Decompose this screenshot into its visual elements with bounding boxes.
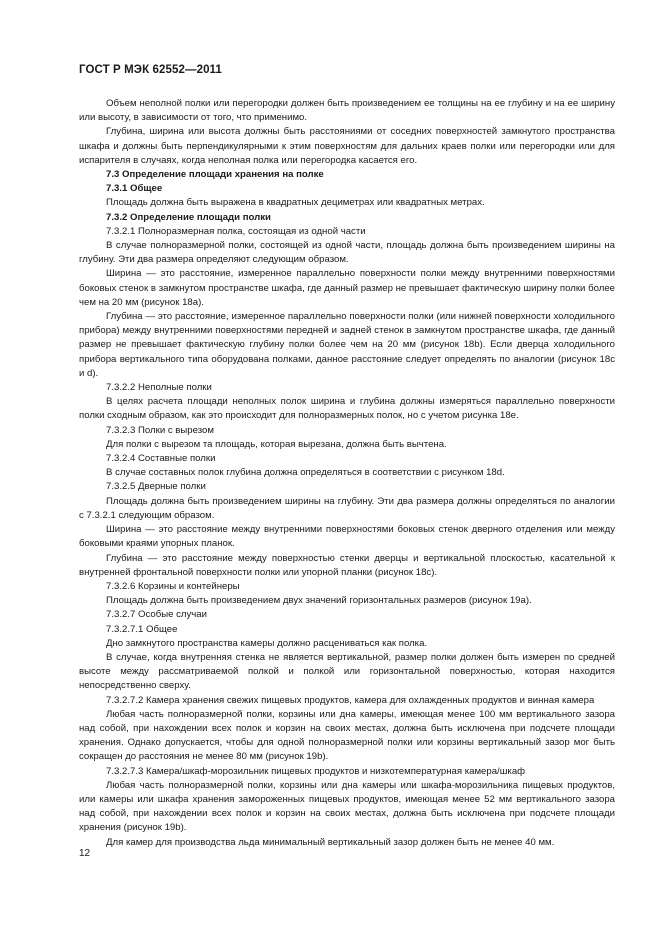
paragraph: Ширина — это расстояние между внутренними поверхностями боковых стенок дверного отделения или между боковыми краями упорных планок. bbox=[79, 524, 615, 550]
paragraph: Дно замкнутого пространства камеры должно расцениваться как полка. bbox=[106, 637, 428, 649]
document-header: ГОСТ Р МЭК 62552—2011 bbox=[79, 64, 222, 76]
subsection-heading: 7.3.2.4 Составные полки bbox=[106, 453, 216, 465]
subsection-heading: 7.3.2.7.2 Камера хранения свежих пищевых продуктов, камера для охлажденных продуктов и винная камера bbox=[106, 694, 595, 706]
paragraph: В случае полноразмерной полки, состоящей из одной части, площадь должна быть произведением ширины на глубину. Эти два размера определяют следующим образом. bbox=[79, 240, 615, 266]
paragraph: В случае составных полок глубина должна определяться в соответствии с рисунком 18d. bbox=[106, 467, 505, 479]
subsection-heading: 7.3.2.5 Дверные полки bbox=[106, 481, 206, 493]
paragraph: Для полки с вырезом та площадь, которая вырезана, должна быть вычтена. bbox=[106, 438, 447, 450]
subsection-heading: 7.3.2.7.3 Камера/шкаф-морозильник пищевых продуктов и низкотемпературная камера/шкаф bbox=[106, 765, 526, 777]
paragraph: Площадь должна быть выражена в квадратных дециметрах или квадратных метрах. bbox=[106, 197, 485, 209]
paragraph: Глубина — это расстояние, измеренное параллельно поверхности полки (или нижней поверхности холодильного прибора) между внутренними поверхностями передней и задней стенок в замкнутом пространстве шкафа, где данный размер не превышает фактическую глубину полки более чем на 20 мм (рисунок 18b). Если дверца холодильного прибора вертикального типа оборудована полками, данное расстояние следует определять по аналогии (рисунок 18c и d). bbox=[79, 311, 615, 379]
paragraph: Любая часть полноразмерной полки, корзины или дна камеры, имеющая менее 100 мм вертикального зазора над собой, при нахождении всех полок и корзин на своих местах, должна быть исключена при подсчете площади хранения. Однако допускается, чтобы для одной полноразмерной полки или корзины вертикальный зазор мог быть сокращен до расстояния не менее 80 мм (рисунок 19b). bbox=[79, 708, 615, 763]
subsection-heading: 7.3.2.7 Особые случаи bbox=[106, 609, 207, 621]
section-heading: 7.3.1 Общее bbox=[106, 183, 163, 195]
section-heading: 7.3.2 Определение площади полки bbox=[106, 211, 271, 223]
paragraph: Ширина — это расстояние, измеренное параллельно поверхности полки между внутренними поверхностями боковых стенок в замкнутом пространстве шкафа, где данный размер не превышает фактическую ширину полки более чем на 20 мм (рисунок 18a). bbox=[79, 268, 615, 308]
paragraph: В случае, когда внутренняя стенка не является вертикальной, размер полки должен быть измерен по средней высоте между рассматриваемой полкой и полкой или горизонтальной поверхностью, которая находится непосредственно сверху. bbox=[79, 651, 615, 692]
subsection-heading: 7.3.2.3 Полки с вырезом bbox=[106, 424, 214, 436]
document-body bbox=[79, 97, 615, 850]
page-number: 12 bbox=[79, 848, 91, 859]
subsection-heading: 7.3.2.6 Корзины и контейнеры bbox=[106, 580, 240, 592]
paragraph: В целях расчета площади неполных полок ширина и глубина должны измеряться параллельно поверхности полки сходным образом, как это происходит для полноразмерных полок, но с учетом рисунка 18e. bbox=[79, 396, 615, 422]
paragraph: Для камер для производства льда минимальный вертикальный зазор должен быть не менее 40 мм. bbox=[106, 836, 555, 848]
paragraph: Объем неполной полки или перегородки должен быть произведением ее толщины на ее глубину и на ее ширину или высоту, в зависимости от того, что применимо. bbox=[79, 98, 615, 124]
paragraph: Глубина — это расстояние между поверхностью стенки дверцы и вертикальной плоскостью, касательной к внутренней фронтальной поверхности полки или упорной планки (рисунок 18c). bbox=[79, 552, 615, 578]
paragraph: Глубина, ширина или высота должны быть расстояниями от соседних поверхностей замкнутого пространства шкафа и должны быть перпендикулярными к этим поверхностям для дальних краев полки или перегородки или для испарителя в случаях, когда неполная полка или перегородка касается его. bbox=[79, 126, 615, 166]
subsection-heading: 7.3.2.2 Неполные полки bbox=[106, 382, 212, 394]
paragraph: Любая часть полноразмерной полки, корзины или дна камеры или шкафа-морозильника пищевых продуктов, или камеры или шкафа хранения замороженных пищевых продуктов, имеющая менее 52 мм вертикального зазора над собой, при нахождении всех полок и корзин на своих местах, должна быть исключена при подсчете площади хранения (рисунок 19b). bbox=[79, 779, 615, 834]
paragraph: Площадь должна быть произведением ширины на глубину. Эти два размера должны определяться по аналогии с 7.3.2.1 следующим образом. bbox=[79, 495, 615, 521]
section-heading: 7.3 Определение площади хранения на полке bbox=[106, 169, 324, 181]
subsection-heading: 7.3.2.1 Полноразмерная полка, состоящая из одной части bbox=[106, 225, 366, 237]
paragraph: Площадь должна быть произведением двух значений горизонтальных размеров (рисунок 19a). bbox=[106, 595, 532, 607]
subsection-heading: 7.3.2.7.1 Общее bbox=[106, 623, 178, 635]
